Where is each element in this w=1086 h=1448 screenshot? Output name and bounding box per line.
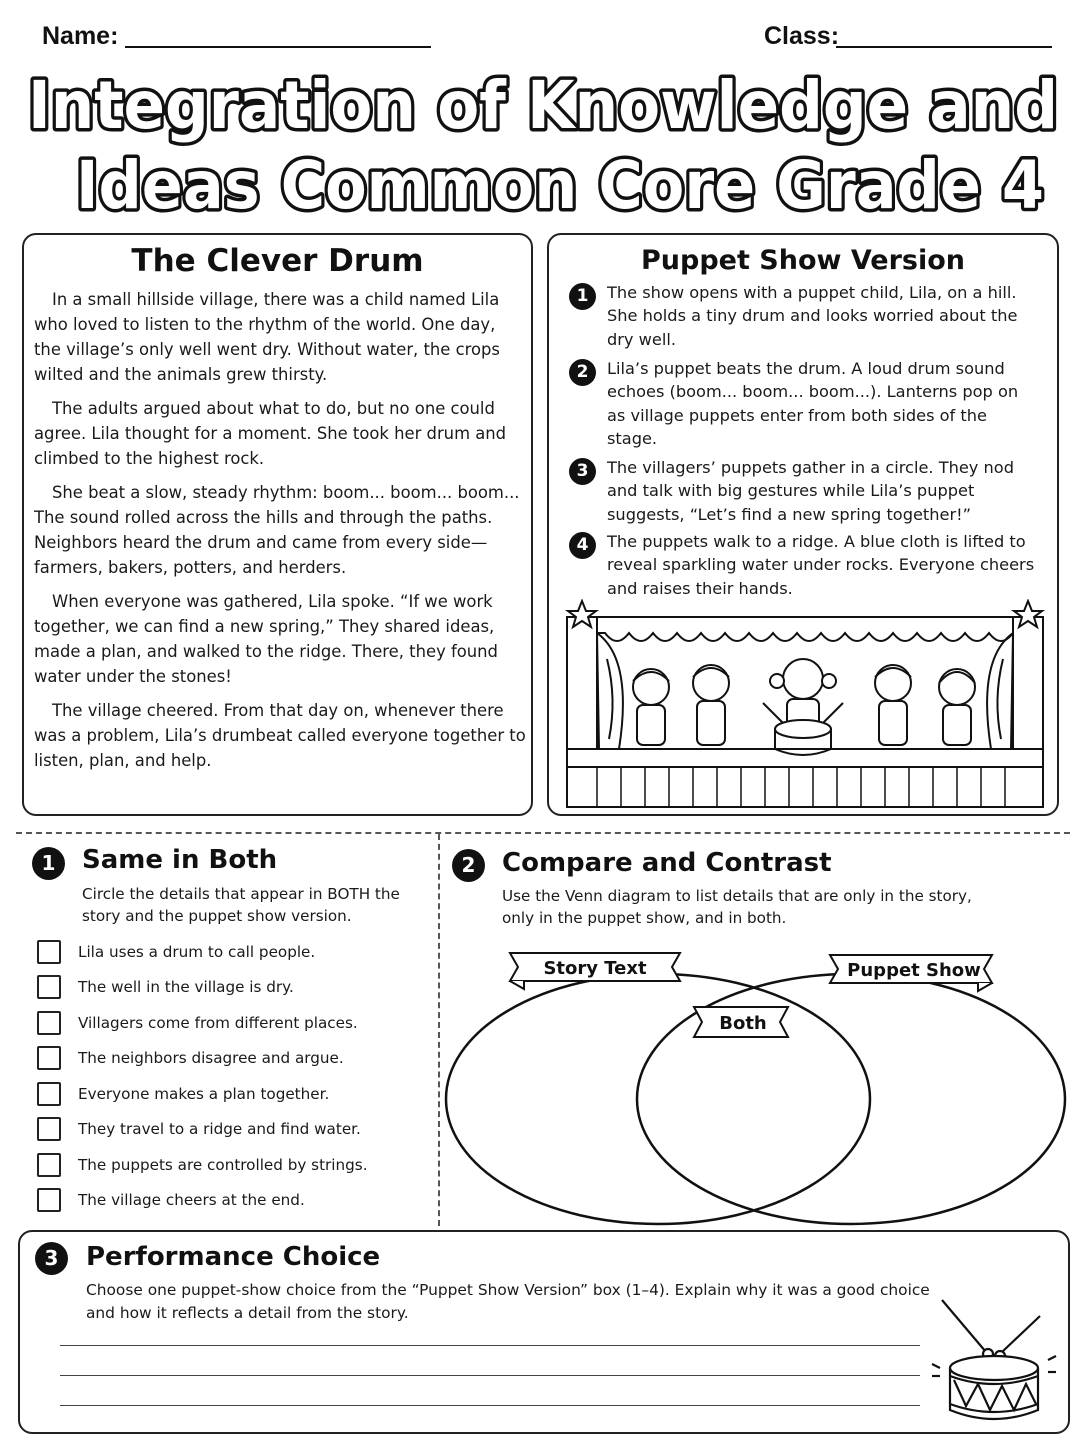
section-1-title: Same in Both [82, 845, 278, 875]
puppet-show-box [547, 233, 1059, 816]
banner-story-text [510, 953, 680, 989]
name-write-line[interactable] [125, 46, 431, 48]
checklist-item-label: They travel to a ridge and find water. [78, 1120, 361, 1138]
section-3-badge: 3 [35, 1242, 68, 1275]
answer-line[interactable] [60, 1345, 920, 1346]
section-divider [16, 832, 1070, 834]
venn-circle-story[interactable] [446, 974, 870, 1224]
checklist-item-label: Lila uses a drum to call people. [78, 943, 316, 961]
checklist-item-label: The puppets are controlled by strings. [78, 1156, 368, 1174]
checkbox[interactable] [37, 1153, 61, 1177]
banner-puppet-show [830, 955, 992, 991]
step-number-badge: 3 [569, 458, 596, 485]
checklist-item-label: The well in the village is dry. [78, 978, 294, 996]
checkbox[interactable] [37, 940, 61, 964]
section-3-title: Performance Choice [86, 1242, 381, 1272]
story-paragraph: The village cheered. From that day on, whenever there was a problem, Lila’s drumbeat called everyone together to listen, plan, and help. [34, 701, 526, 770]
checkbox[interactable] [37, 1188, 61, 1212]
step-number-badge: 2 [569, 359, 596, 386]
banner-both [694, 1007, 788, 1037]
puppet-step [569, 456, 1039, 526]
section-1-badge: 1 [32, 847, 65, 880]
story-title: The Clever Drum [131, 243, 424, 279]
performance-choice-box [18, 1230, 1070, 1434]
checklist-item-label: Villagers come from different places. [78, 1014, 358, 1032]
answer-line[interactable] [60, 1405, 920, 1406]
venn-label-both: Both [719, 1013, 767, 1034]
puppet-step [569, 530, 1039, 600]
story-paragraph: In a small hillside village, there was a child named Lila who loved to listen to the rhythm of the world. One day, the village’s only well went dry. Without water, the crops wilted and the animals grew thirsty. [34, 290, 500, 384]
class-label: Class: [764, 22, 840, 50]
section-1-instructions: Circle the details that appear in BOTH the story and the puppet show version. [82, 885, 400, 925]
story-box [22, 233, 533, 816]
puppet-steps-list [569, 281, 1039, 601]
checklist-item-label: The village cheers at the end. [78, 1191, 305, 1209]
checkbox[interactable] [37, 1117, 61, 1141]
venn-diagram[interactable] [440, 945, 1080, 1227]
section-2-badge: 2 [452, 849, 485, 882]
puppet-step [569, 357, 1039, 450]
checkbox[interactable] [37, 1082, 61, 1106]
venn-label-story: Story Text [543, 958, 647, 979]
checkbox[interactable] [37, 975, 61, 999]
story-paragraph: The adults argued about what to do, but no one could agree. Lila thought for a moment. She took her drum and climbed to the highest rock. [34, 399, 507, 468]
step-text: Lila’s puppet beats the drum. A loud drum sound echoes (boom... boom... boom...). Lanterns pop on as village puppets enter from both sides of the stage. [607, 359, 1019, 448]
step-number-badge: 4 [569, 532, 596, 559]
title-line-2: Ideas Common Core Grade 4 [76, 147, 1044, 224]
puppet-step [569, 281, 1039, 351]
story-text [34, 287, 526, 782]
step-text: The show opens with a puppet child, Lila, on a hill. She holds a tiny drum and looks worried about the dry well. [607, 283, 1018, 349]
step-text: The villagers’ puppets gather in a circle. They nod and talk with big gestures while Lila’s puppet suggests, “Let’s find a new spring together!” [607, 458, 1014, 524]
step-number-badge: 1 [569, 283, 596, 310]
story-paragraph: When everyone was gathered, Lila spoke. “If we work together, we can find a new spring,” They shared ideas, made a plan, and walked to the ridge. There, they found water under the stones! [34, 592, 498, 686]
checkbox[interactable] [37, 1011, 61, 1035]
name-label: Name: [42, 22, 119, 50]
step-text: The puppets walk to a ridge. A blue cloth is lifted to reveal sparkling water under rocks. Everyone cheers and raises their hands. [607, 532, 1035, 598]
puppet-show-title: Puppet Show Version [641, 245, 965, 276]
worksheet-title [0, 58, 1086, 224]
checklist-item-label: Everyone makes a plan together. [78, 1085, 330, 1103]
checkbox[interactable] [37, 1046, 61, 1070]
class-write-line[interactable] [836, 46, 1052, 48]
section-3-instructions: Choose one puppet-show choice from the “Puppet Show Version” box (1–4). Explain why it was a good choice and how it reflects a detail from the story. [86, 1281, 930, 1322]
puppet-stage-illustration [563, 599, 1047, 809]
checklist-item-label: The neighbors disagree and argue. [78, 1049, 344, 1067]
story-paragraph: She beat a slow, steady rhythm: boom... boom... boom... The sound rolled across the hills and through the paths. Neighbors heard the drum and came from every side—farmers, bakers, potters, and herders. [34, 483, 520, 577]
section-2-title: Compare and Contrast [502, 848, 832, 878]
answer-line[interactable] [60, 1375, 920, 1376]
title-line-1: Integration of Knowledge and [28, 67, 1058, 144]
section-2-instructions: Use the Venn diagram to list details that are only in the story, only in the puppet show, and in both. [502, 887, 972, 927]
drum-icon [928, 1294, 1060, 1426]
venn-label-puppet: Puppet Show [847, 960, 981, 981]
